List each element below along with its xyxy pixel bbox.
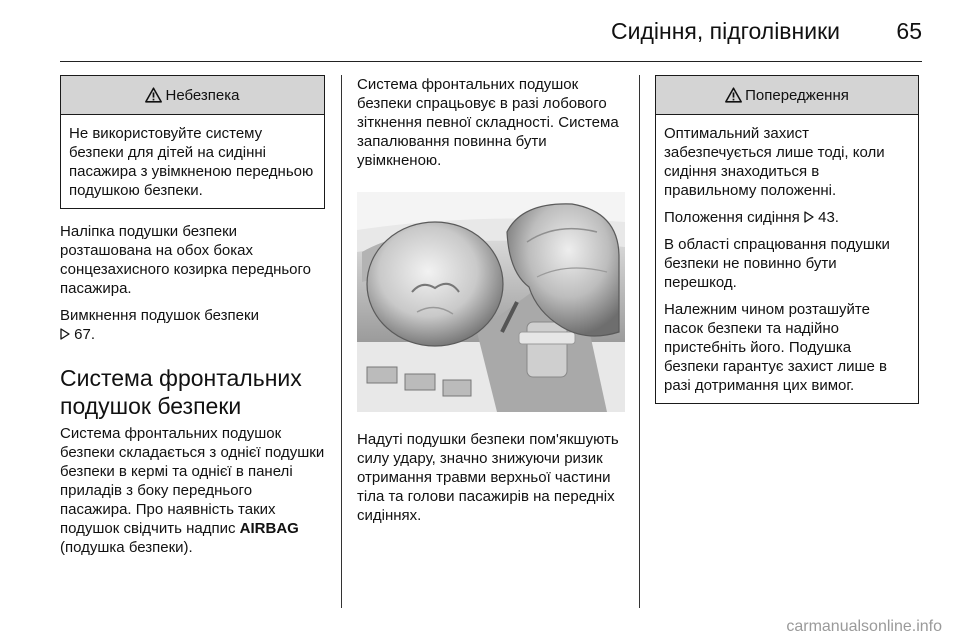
ref-page: 67. xyxy=(74,326,96,343)
ref-text: Вимкнення подушок безпеки xyxy=(60,307,259,324)
column-divider xyxy=(639,75,640,608)
description-after: (подушка безпеки). xyxy=(60,539,193,556)
description-text: Система фронтальних подушок безпеки складається з однієї подушки безпеки в кермі та однієї в панелі приладів з боку переднього пасажира. Про наявність таких подушок свідчить надпис xyxy=(60,425,325,537)
danger-box-title: Небезпека xyxy=(165,86,240,104)
column-middle xyxy=(357,75,625,533)
page-header xyxy=(60,14,922,54)
column-right xyxy=(655,75,919,404)
footer-watermark: carmanualsonline.info xyxy=(786,618,942,635)
column-left xyxy=(60,75,325,565)
airbag-deactivation-ref[interactable] xyxy=(60,306,325,344)
section-heading: Система фронтальних подушок безпеки xyxy=(60,365,302,419)
page-number: 65 xyxy=(896,18,922,44)
column-divider xyxy=(341,75,342,608)
danger-box-header xyxy=(61,76,324,115)
label-location-text: Наліпка подушки безпеки розташована на обох боках сонцезахисного козирка переднього пасажира. xyxy=(60,223,312,297)
reference-arrow-icon xyxy=(804,211,814,223)
airbag-illustration xyxy=(357,192,625,412)
caution-p3: В області спрацювання подушки безпеки не повинно бути перешкод. xyxy=(664,236,890,291)
figure-caption: Надуті подушки безпеки пом'якшують силу удару, значно знижуючи ризик отримання травми верхньої частини тіла та голови пасажирів на передніх сидіннях. xyxy=(357,431,619,524)
caution-box-title: Попередження xyxy=(745,86,849,104)
front-airbag-description xyxy=(60,424,325,557)
activation-text: Система фронтальних подушок безпеки спрацьовує в разі лобового зіткнення певної складності. Система запалювання повинна бути увімкненою. xyxy=(357,76,619,169)
caution-p1: Оптимальний захист забезпечується лише тоді, коли сидіння знаходиться в правильному положенні. xyxy=(664,125,885,199)
caution-box-header xyxy=(656,76,918,115)
seat-position-ref[interactable] xyxy=(664,208,910,227)
reference-arrow-icon xyxy=(60,328,70,340)
caution-p4: Належним чином розташуйте пасок безпеки та надійно пристебніть його. Подушка безпеки гарантує захист лише в разі дотримання цих вимог. xyxy=(664,301,887,394)
danger-text: Не використовуйте систему безпеки для дітей на сидінні пасажира з увімкненою передньою подушкою безпеки. xyxy=(69,125,314,199)
caution-box-body xyxy=(656,115,918,403)
airbag-label: AIRBAG xyxy=(239,520,299,537)
ref-page: 43. xyxy=(818,209,839,226)
danger-box xyxy=(60,75,325,209)
warning-triangle-icon xyxy=(725,87,742,103)
header-title: Сидіння, підголівники xyxy=(611,18,840,44)
caution-box xyxy=(655,75,919,404)
warning-triangle-icon xyxy=(145,87,162,103)
deployed-airbags-image xyxy=(357,192,625,412)
header-divider xyxy=(60,61,922,62)
danger-box-body xyxy=(61,115,324,208)
ref-text: Положення сидіння xyxy=(664,209,800,226)
